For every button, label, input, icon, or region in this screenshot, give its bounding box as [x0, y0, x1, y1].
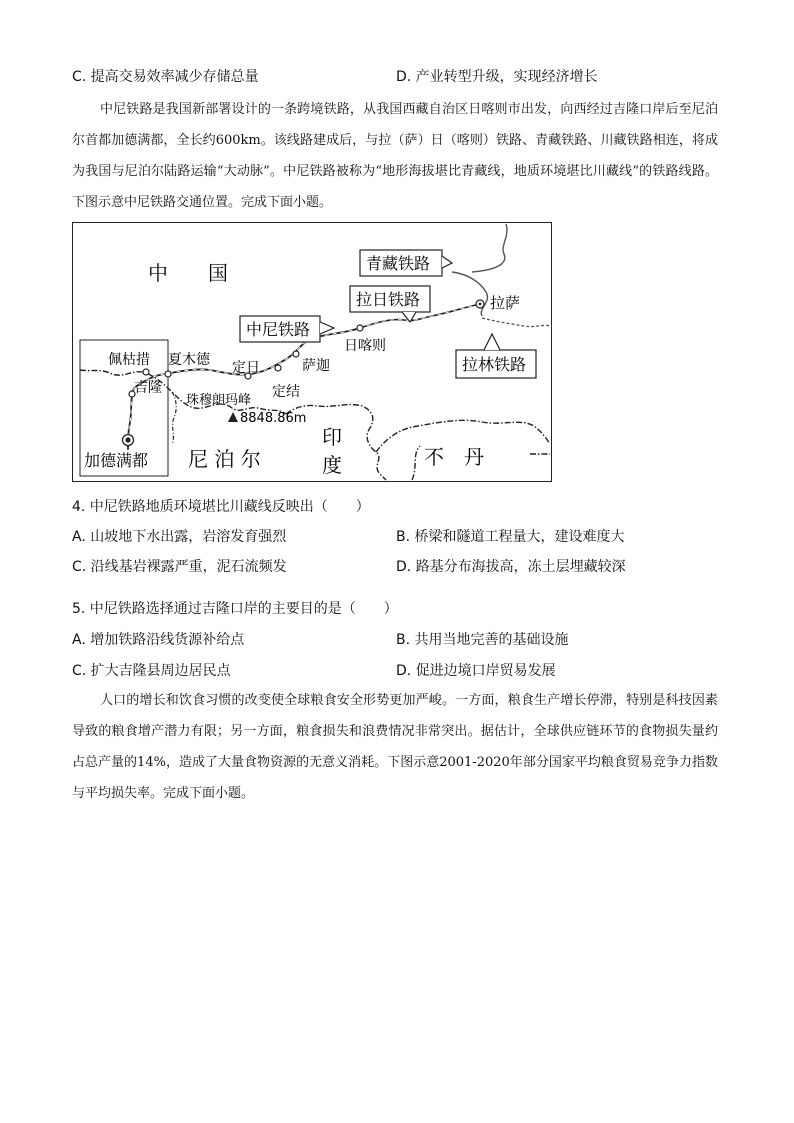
q3-option-d: D. 产业转型升级，实现经济增长: [396, 69, 598, 85]
label-china: 中 国: [148, 261, 228, 285]
q4-option-a: A. 山坡地下水出露，岩溶发育强烈: [72, 529, 287, 545]
label-everest-height: 8848.86m: [240, 411, 307, 426]
dingjie-marker: [275, 365, 281, 371]
svg-text:青藏铁路: 青藏铁路: [366, 254, 431, 273]
q5-option-a: A. 增加铁路沿线货源补给点: [72, 632, 245, 648]
xiamude-marker: [165, 371, 171, 377]
callout-qingzang: [360, 250, 452, 276]
q4-stem: 4. 中尼铁路地质环境堪比川藏线反映出（ ）: [72, 499, 370, 515]
label-india-1: 印: [322, 425, 342, 449]
label-jilong: 吉隆: [134, 380, 162, 396]
q5-option-b: B. 共用当地完善的基础设施: [396, 632, 569, 648]
svg-text:中尼铁路: 中尼铁路: [246, 320, 311, 339]
q3-option-c: C. 提高交易效率减少存储总量: [72, 69, 259, 85]
q4-option-b: B. 桥梁和隧道工程量大，建设难度大: [396, 529, 625, 545]
sajia-marker: [293, 351, 299, 357]
svg-text:拉日铁路: 拉日铁路: [356, 290, 421, 309]
label-kathmandu: 加德满都: [84, 451, 149, 470]
q5-stem: 5. 中尼铁路选择通过吉隆口岸的主要目的是（ ）: [72, 601, 398, 617]
label-peikucuo: 佩枯措: [108, 352, 150, 368]
railway-map: [72, 222, 552, 482]
q5-option-c: C. 扩大吉隆县周边居民点: [72, 663, 231, 679]
label-india-2: 度: [322, 453, 342, 477]
label-dingjie: 定结: [272, 384, 300, 400]
passage-food-security: 人口的增长和饮食习惯的改变使全球粮食安全形势更加严峻。一方面，粮食生产增长停滞，特别是科技因素导致的粮食增产潜力有限；另一方面，粮食损失和浪费情况非常突出。据估计，全球供应链环节的食物损失量约占总产量的14%，造成了大量食物资源的无意义消耗。下图示意2001-2020年部分国家平均粮食贸易竞争力指数与平均损失率。完成下面小题。: [72, 693, 718, 801]
svg-text:拉林铁路: 拉林铁路: [462, 355, 527, 374]
passage-railway: 中尼铁路是我国新部署设计的一条跨境铁路，从我国西藏自治区日喀则市出发，向西经过吉隆口岸后至尼泊尔首都加德满都，全长约600km。该线路建成后，与拉（萨）日（喀则）铁路、青藏铁路、川藏铁路相连，将成为我国与尼泊尔陆路运输“大动脉”。中尼铁路被称为“地形海拔堪比青藏线，地质环境堪比川藏线”的铁路线路。下图示意中尼铁路交通位置。完成下面小题。: [72, 102, 718, 210]
callout-zhongni: [240, 316, 334, 342]
label-everest: 珠穆朗玛峰: [186, 393, 252, 408]
label-dingri: 定日: [232, 360, 260, 376]
q4-option-c: C. 沿线基岩裸露严重，泥石流频发: [72, 559, 287, 575]
rikaze-marker: [357, 325, 363, 331]
label-nepal: 尼 泊 尔: [188, 447, 261, 471]
q4-option-d: D. 路基分布海拔高，冻土层埋藏较深: [396, 559, 626, 575]
peikucuo-marker: [143, 369, 149, 375]
label-lasa: 拉萨: [490, 294, 521, 312]
label-rikaze: 日喀则: [344, 338, 386, 354]
label-xiamude: 夏木德: [168, 352, 210, 368]
label-sajia: 萨迦: [302, 358, 330, 374]
label-bhutan: 不 丹: [424, 445, 484, 469]
q5-option-d: D. 促进边境口岸贸易发展: [396, 663, 556, 679]
